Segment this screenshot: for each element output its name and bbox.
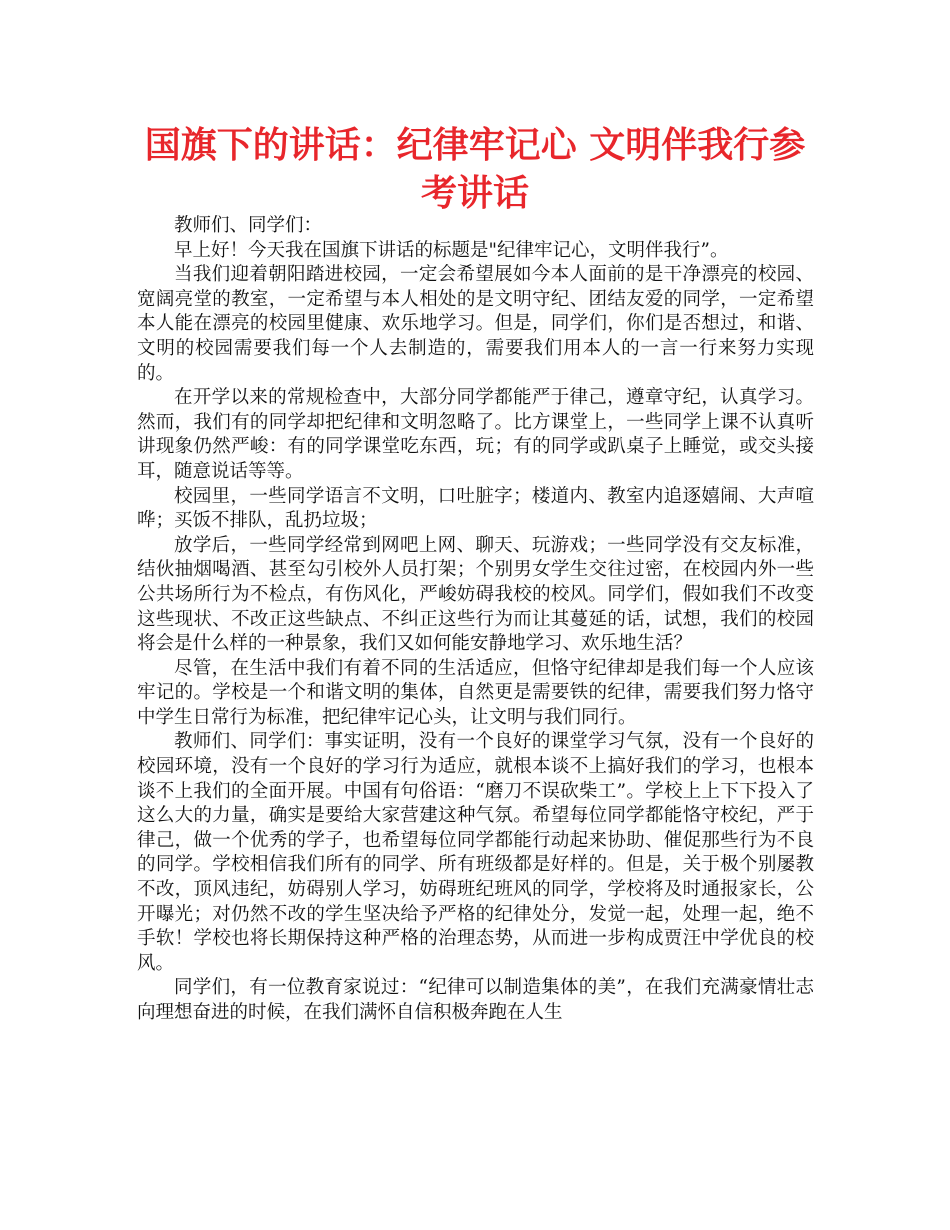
greeting-paragraph: 早上好！今天我在国旗下讲话的标题是"纪律牢记心，文明伴我行”。 [174, 239, 729, 261]
document-body [137, 214, 814, 1026]
page-title: 国旗下的讲话：纪律牢记心 文明伴我行参考讲话 [144, 125, 806, 214]
body-paragraph: 当我们迎着朝阳踏进校园，一定会希望展如今本人面前的是干净漂亮的校园、宽阔亮堂的教室，一定希望与本人相处的是文明守纪、团结友爱的同学，一定希望本人能在漂亮的校园里健康、欢乐地学习。但是，同学们，你们是否想过，和谐、文明的校园需要我们每一个人去制造的，需要我们用本人的一言一行来努力实现的。 [137, 264, 814, 384]
body-paragraph: 在开学以来的常规检查中，大部分同学都能严于律己，遵章守纪，认真学习。然而，我们有的同学却把纪律和文明忽略了。比方课堂上，一些同学上课不认真听讲现象仍然严峻：有的同学课堂吃东西，玩；有的同学或趴桌子上睡觉，或交头接耳，随意说话等等。 [137, 387, 814, 482]
body-paragraph: 校园里，一些同学语言不文明，口吐脏字；楼道内、教室内追逐嬉闹、大声喧哗；买饭不排队，乱扔垃圾； [137, 485, 814, 532]
body-paragraph: 教师们、同学们：事实证明，没有一个良好的课堂学习气氛，没有一个良好的校园环境，没有一个良好的学习行为适应，就根本谈不上搞好我们的学习，也根本谈不上我们的全面开展。中国有句俗语：“磨刀不误砍柴工”。学校上上下下投入了这么大的力量，确实是要给大家营建这种气氛。希望每位同学都能恪守校纪，严于律己，做一个优秀的学子，也希望每位同学都能行动起来协助、催促那些行为不良的同学。学校相信我们所有的同学、所有班级都是好样的。但是，关于极个别屡教不改，顶风违纪，妨碍别人学习，妨碍班纪班风的同学，学校将及时通报家长，公开曝光；对仍然不改的学生坚决给予严格的纪律处分，发觉一起，处理一起，绝不手软！学校也将长期保持这种严格的治理态势，从而进一步构成贾汪中学优良的校风。 [137, 731, 814, 974]
body-paragraph: 放学后，一些同学经常到网吧上网、聊天、玩游戏；一些同学没有交友标准，结伙抽烟喝酒、甚至勾引校外人员打架；个别男女学生交往过密，在校园内外一些公共场所行为不检点，有伤风化，严峻妨碍我校的校风。同学们，假如我们不改变这些现状、不改正这些缺点、不纠正这些行为而让其蔓延的话，试想，我们的校园将会是什么样的一种景象，我们又如何能安静地学习、欢乐地生活？ [137, 534, 814, 655]
body-paragraph: 尽管，在生活中我们有着不同的生活适应，但恪守纪律却是我们每一个人应该牢记的。学校是一个和谐文明的集体，自然更是需要铁的纪律，需要我们努力恪守中学生日常行为标准，把纪律牢记心头，让文明与我们同行。 [137, 657, 814, 728]
body-paragraph: 同学们，有一位教育家说过：“纪律可以制造集体的美”，在我们充满豪情壮志向理想奋进的时候，在我们满怀自信积极奔跑在人生 [137, 977, 814, 1023]
salutation-paragraph: 教师们、同学们： [174, 215, 323, 236]
